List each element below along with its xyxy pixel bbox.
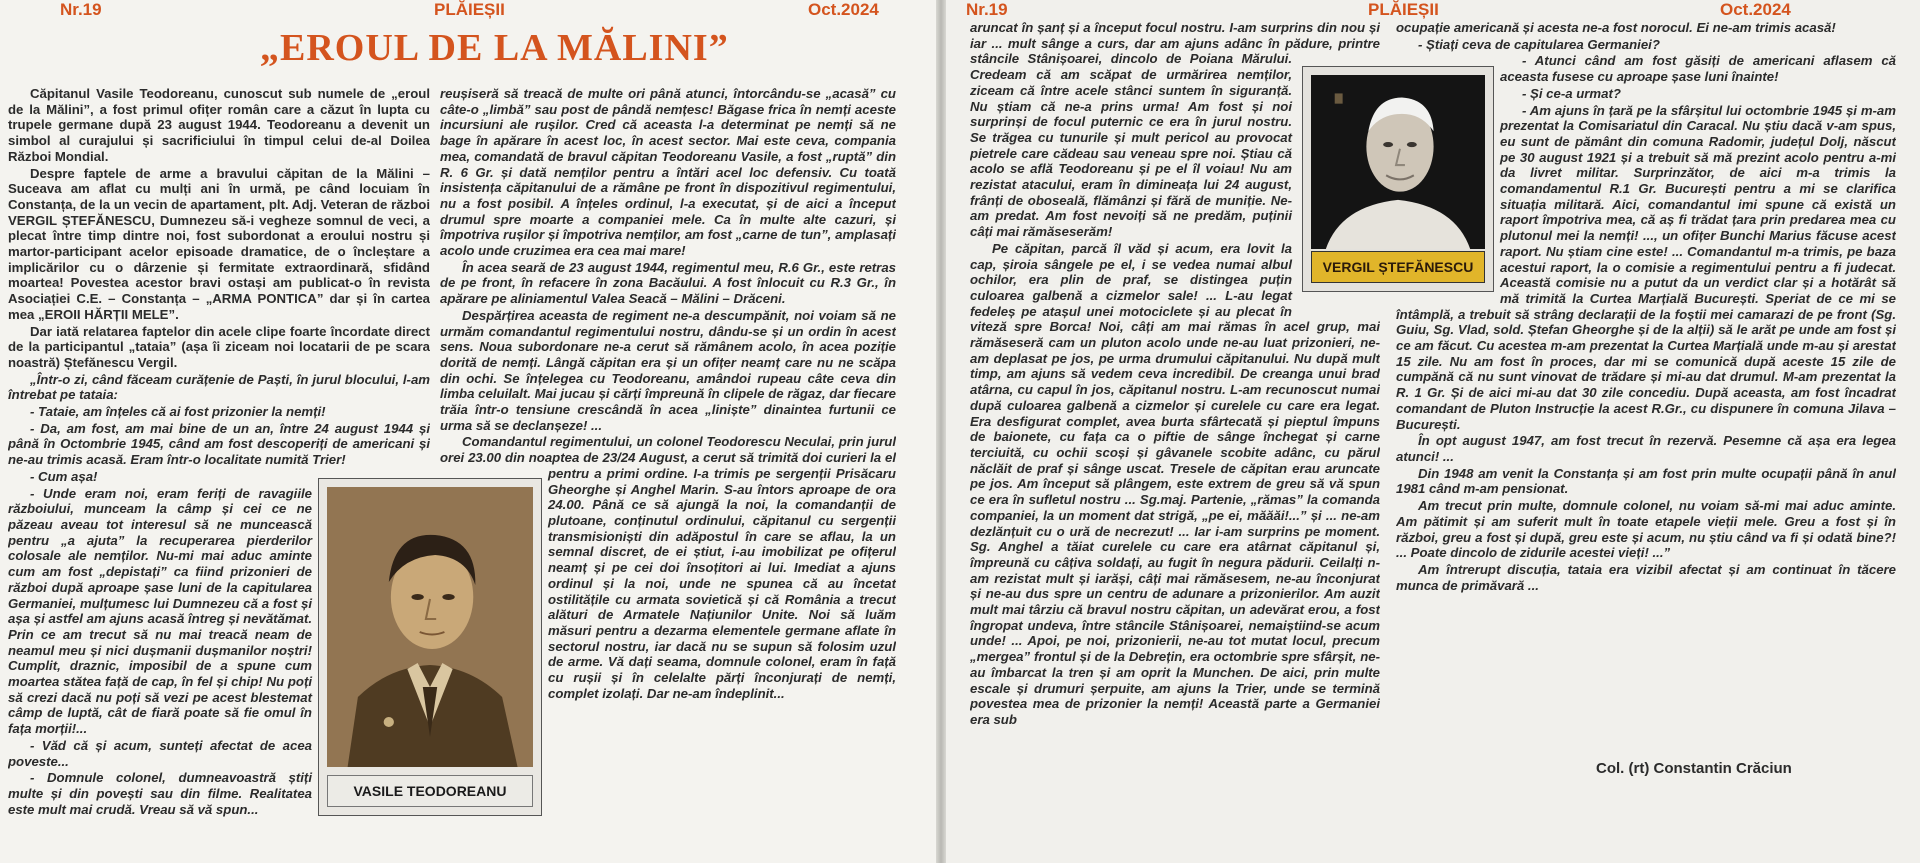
portrait-vasile-teodoreanu bbox=[327, 487, 533, 767]
left-page bbox=[0, 0, 936, 863]
paragraph: - Unde eram noi, eram feriți de ravagiile războiului, munceam la câmp și cei ce ne păzeau aveau tot interesul să ne muncească pentru „a ajuta” la recuperarea pierderilor colosale ale nemților. Nu-mi mai aduc aminte cum am fost „depistați” ca fiind prizonieri de război după aproape șase luni de la capitularea Germaniei, mulțumesc lui Dumnezeu că a fost și așa și astfel am ajuns acasă întreg și nevătămat. Prin ce am trecut să nu mai treacă neam de neamul meu și nici dușmanii dușmanilor noștri! Cumplit, draznic, imposibil de a spune cum moartea stătea față de cap, în fel și chip! Nu poți să crezi dacă nu poți să vezi pe acest blestemat câmp de luptă, cât de fiară poate să fie omul în fața morții!... bbox=[8, 485, 312, 737]
paragraph: - Și ce-a urmat? bbox=[1522, 85, 1621, 101]
issue-number: Nr.19 bbox=[60, 0, 102, 19]
issue-date: Oct.2024 bbox=[1720, 0, 1791, 19]
paragraph: Despărțirea aceasta de regiment ne-a descumpănit, noi voiam să ne urmăm comandantul regimentului nostru, dându-se și un ordin în acest sens. Noua subordonare ne-a cerut să rămânem acolo, în acea poziție dorită de nemți. Lângă căpitan era și un ofițer neamț care nu ne scăpa din ochi. Se înțelegea cu Teodoreanu, amândoi rupeau câte ceva din limba celuilalt. Mai jucau și cărți împreună în clipele de răgaz, dar fiecare trăia într-o tensiune crescândă în acea „liniște” dinaintea furtunii ce urma să se declanșeze! ... bbox=[440, 307, 896, 433]
paragraph: Am întrerupt discuția, tataia era vizibil afectat și am continuat în tăcere munca de primăvară ... bbox=[1396, 561, 1896, 593]
portrait-frame-vasile-teodoreanu bbox=[318, 478, 542, 816]
paragraph: În opt august 1947, am fost trecut în rezervă. Pesemne că așa era legea atunci! ... bbox=[1396, 433, 1896, 464]
paragraph: ocupație americană și acesta ne-a fost norocul. Ei ne-am trimis acasă! bbox=[1396, 20, 1836, 35]
paragraph: reușiseră să treacă de multe ori până atunci, întorcându-se „acasă” cu câte-o „limbă” sau post de pândă nemțesc! Băgase frica în nemți aceste incursiuni ale rușilor. Cred că aceasta l-a determinat pe nemți să ne bage în apărare în acest loc, în acest sector. Mai este ceva, compania mea, comandată de bravul căpitan Teodoreanu Vasile, a fost „ruptă” din R. 6 Gr. și dată nemților pentru a întări acel loc defensiv. Cu toată insistența căpitanului de a rămâne pe front în dispozitivul regimentului, nu a fost posibil. A înțeles ordinul, l-a executat, și de aici a început drumul spre moarte a companiei mele. Ca în multe alte cazuri, și împotriva rușilor și împotriva nemților, am fost „carne de tun”, amplasați acolo unde cruzimea era cea mai mare! bbox=[440, 86, 896, 259]
publication-name: PLĂIEȘII bbox=[434, 0, 505, 19]
paragraph: „Într-o zi, când făceam curățenie de Paști, în jurul blocului, l-am întrebat pe tataia: bbox=[8, 371, 430, 403]
publication-name: PLĂIEȘII bbox=[1368, 0, 1439, 19]
portrait-caption-vasile-teodoreanu: VASILE TEODOREANU bbox=[327, 775, 533, 807]
paragraph: Am trecut prin multe, domnule colonel, nu voiam să-mi mai aduc aminte. Am pătimit și am suferit mult în toate etapele vieții mele. Greu a fost și în război, greu a fost și după, greu este și acum, nu știu când va fi și odată bine?! ... Poate dincolo de zidurile acestei vieți! ...” bbox=[1396, 498, 1896, 561]
paragraph: - Domnule colonel, dumneavoastră știți multe și din povești sau din filme. Realitatea este mult mai crudă. Vreau să vă spun... bbox=[8, 770, 312, 817]
article-title: „EROUL DE LA MĂLINI” bbox=[260, 27, 729, 69]
paragraph: În acea seară de 23 august 1944, regimentul meu, R.6 Gr., este retras de pe front, în refacere în zona Bacăului. A fost înlocuit cu R.3 Gr., în apărare pe aliniamentul Valea Seacă – Mălini – Drăceni. bbox=[440, 259, 896, 307]
issue-number: Nr.19 bbox=[966, 0, 1008, 19]
portrait-frame-vergil-stefanescu bbox=[1302, 66, 1494, 292]
paragraph: - Atunci când am fost găsiți de americani aflasem că aceasta fusese cu aproape șase luni înainte! bbox=[1500, 53, 1896, 85]
paragraph: Comandantul regimentului, un colonel Teodorescu Neculai, prin jurul orei 23.00 din noaptea de 23/24 August, a cerut să trimită doi curieri la el pentru a primi ordine. I-a trimis pe sergenții Prisăcaru Gheorghe și Anghel Marin. S-au întors aproape de ora 24.00. Până ce să ajungă la noi, la comandanții de plutoane, conținutul ordinului, căpitanul cu sergenții transmisioniști din adăpostul în care se aflau, la un semnal discret, de ei știut, i-au imobilizat pe ofițerul neamț și pe cei doi însoțitori ai lui. Imediat a ajuns ordinul și la noi, unde ne spunea că au încetat ostilitățile cu armata sovietică și că România a trecut alături de Armatele Națiunilor Unite. Noi să luăm măsuri pentru a dezarma elementele germane aflate în sectorul nostru, iar dacă nu se supun să folosim uzul de arme. Vă dați seama, domnule colonel, eram în față cu rușii și în celelalte părți înconjurați de nemți, complet izolați. Dar ne-am îndeplinit... bbox=[440, 434, 896, 701]
paragraph: Dar iată relatarea faptelor din acele clipe foarte încordate direct de la participantul „tataia” (așa îi ziceam noi locatarii de pe scara noastră) Ștefănescu Vergil. bbox=[8, 323, 430, 370]
paragraph: - Cum așa! bbox=[30, 468, 98, 484]
paragraph: - Am ajuns în țară pe la sfârșitul lui octombrie 1945 și m-am prezentat la Comisariatul din Caracal. Nu știu dacă v-am spus, eu sunt de pământ din comuna Radomir, județul Dolj, născut pe 30 august 1921 și a trebuit să mă prezint acolo pentru a-mi da livret militar. Surprinzător, de aici m-a trimis la comandamentul R.1 Gr. București pentru a mi se clarifica situația militară. Aici, comandantul imi spune că există un raport împotriva mea, că aș fi trădat țara prin predarea mea cu plutonul mei la nemți! ..., un ofițer Bunchi Marius făcuse acest raport. Nu știam cine este! ... Comandantul m-a trimis, pe baza acestui raport, la o comisie a regimentului pentru a fi judecat. Această comisie nu a putut da un verdict clar și a hotărât să mă trimită la Curtea Marțială București. Speriat de ce mi se întâmplă, a trebuit să strâng declarații de la foștii mei camarazi de pe front (Sg. Guiu, Sg. Vlad, sold. Ștefan Gheorghe și de la alții) să le arăt pe unde am fost și ce am făcut. Cu acestea m-am prezentat la Curtea Marțială unde m-au și arestat 15 zile. Nu am fost în proces, dar mi se comunică după aceste 15 zile de cumpănă că nu sunt vinovat de trădare și mi-au dat drumul. M-am prezentat la R. 1 Gr. Și de aici mi-au dat 30 zile concediu. După aceasta, am fost încadrat comandant de Pluton Instrucție la acest R.Gr., cu dispunere în comuna Jilava – București. bbox=[1396, 102, 1896, 432]
paragraph: - Tataie, am înțeles că ai fost prizonier la nemți! bbox=[30, 404, 326, 420]
portrait-caption-vergil-stefanescu: VERGIL ȘTEFĂNESCU bbox=[1311, 251, 1485, 283]
paragraph: - Știați ceva de capitularea Germaniei? bbox=[1418, 36, 1660, 52]
paragraph: Despre faptele de arme a bravului căpitan de la Mălini – Suceava am aflat cu mulți ani în urmă, pe când locuiam în Constanța, de la un vecin de apartament, plt. Adj. Veteran de război VERGIL ȘTEFĂNESCU, Dumnezeu să-i vegheze somnul de veci, a plecat între timp dintre noi, fost subordonat a eroului nostru și martor-participant acelor episoade dramatice, de o încleștare a implicărilor cu o dârzenie și fermitate extraordinară, sfidând moartea! Povestea acestor bravi ostași am publicat-o în revista Asociației C.E. – Constanța – „ARMA PONTICA” dar și în cartea mea „EROII HĂRȚII MELE”. bbox=[8, 165, 430, 322]
paragraph: Din 1948 am venit la Constanța și am fost prin multe ocupații până în anul 1981 când m-am pensionat. bbox=[1396, 465, 1896, 497]
paragraph: aruncat în șanț și a început focul nostru. I-am surprins din nou și iar ... mult sânge a curs, dar am ajuns adânc în pădure, printre stâncile Stânișoarei, dincolo de Poiana Mărului. Credeam că am scăpat de urmărirea nemților, ziceam că între acele stânci suntem în siguranță. Nu știam că ne-a prins urma! Am fost și noi surprinși de focul puternic ce era în jurul nostru. Se trăgea cu tunurile și mult pericol au provocat pietrele care cădeau sau veneau spre noi. Știau că acolo se află Teodoreanu și pe el îl voiau! Nu am rezistat atacului, eram în dimineața lui 24 august, frânți de oboseală, flămânzi și fără de muniție. Ne-am predat. Am fost nevoiți să ne predăm, puținii câți mai rămăseserăm! bbox=[970, 20, 1380, 240]
paragraph: - Văd că și acum, sunteți afectat de acea poveste... bbox=[8, 737, 312, 769]
issue-date: Oct.2024 bbox=[808, 0, 879, 19]
author-signature: Col. (rt) Constantin Crăciun bbox=[1596, 760, 1792, 777]
paragraph: Pe căpitan, parcă îl văd și acum, era lovit la cap, șiroia sângele pe el, i se vedea numai albul ochilor, era plin de praf, se distingea puțin culoarea galbenă a cizmelor sale! ... L-au legat fedeleș pe atașul unei motociclete și au plecat în viteză spre Borca! Noi, câți am mai rămas în acel grup, mai rămăseseră cam un pluton acolo unde ne-au luat prizonieri, ne-am deplasat pe jos, pe urma drumului căpitanului. Nu după mult timp, am ajuns să vedem ceva incredibil. De creanga unui brad atârna, cu capul în jos, căpitanul nostru. L-am recunoscut numai după culoarea galbenă a cizmelor și curelele cu care era legat. Era desfigurat complet, avea burta sfârtecată și pieptul împuns de baionete, cu fața ca o piftie de sânge închegat și carne terciuită, cu ochii scoși și gâvanele scobite adânc, cu părul năclăit de praf și sânge uscat. Tresele de căpitan erau aruncate pe jos. Am început să plângem, este extrem de greu să vă spun ce era în sufletul nostru ... Sg.maj. Partenie, „rămas” la comanda companiei, la un moment dat strigă, „pe ei, măăăi!...” și ... ne-am dezlănțuit cu o ură de necrezut! ... Iar i-am surprins pe moment. Sg. Anghel a tăiat curelele cu care era atârnat căpitanul și, împreună cu câțiva soldați, au fugit în negura pădurii. Ceilalți n-am rezistat mult și iarăși, câți mai rămăsesem, ne-au înconjurat și ne-au dus spre un centru de adunare a prizonierilor. Am auzit mult mai târziu că bravul nostru căpitan, un adevărat erou, a fost îngropat undeva, între stâncile Stânișoarei, nemaiștiind-se acum unde! ... Apoi, pe noi, prizonierii, ne-au tot mutat locul, precum „mergea” frontul și de la Debrețin, era octombrie spre sfârșit, ne-au îmbarcat la tren și am oprit la Munchen. De aici, prin multe escale și drumuri șerpuite, am ajuns la Trier, unde se termină povestea mea de prizonier la nemți! Această parte a Germaniei era sub bbox=[970, 240, 1380, 727]
portrait-vergil-stefanescu bbox=[1311, 75, 1485, 249]
right-page bbox=[946, 0, 1920, 863]
paragraph: Căpitanul Vasile Teodoreanu, cunoscut sub numele de „eroul de la Mălini”, a fost primul ofițer român care a căzut în lupta cu trupele germane după 23 august 1944. Teodoreanu a devenit un simbol al curajului și sacrificiului în timpul celui de-al Doilea Război Mondial. bbox=[8, 86, 430, 164]
page-gutter bbox=[936, 0, 946, 863]
paragraph: - Da, am fost, am mai bine de un an, între 24 august 1944 și până în Octombrie 1945, când am fost descoperiți de americani și ne-au trimis acasă. Eram într-o localitate numită Trier! bbox=[8, 420, 430, 468]
